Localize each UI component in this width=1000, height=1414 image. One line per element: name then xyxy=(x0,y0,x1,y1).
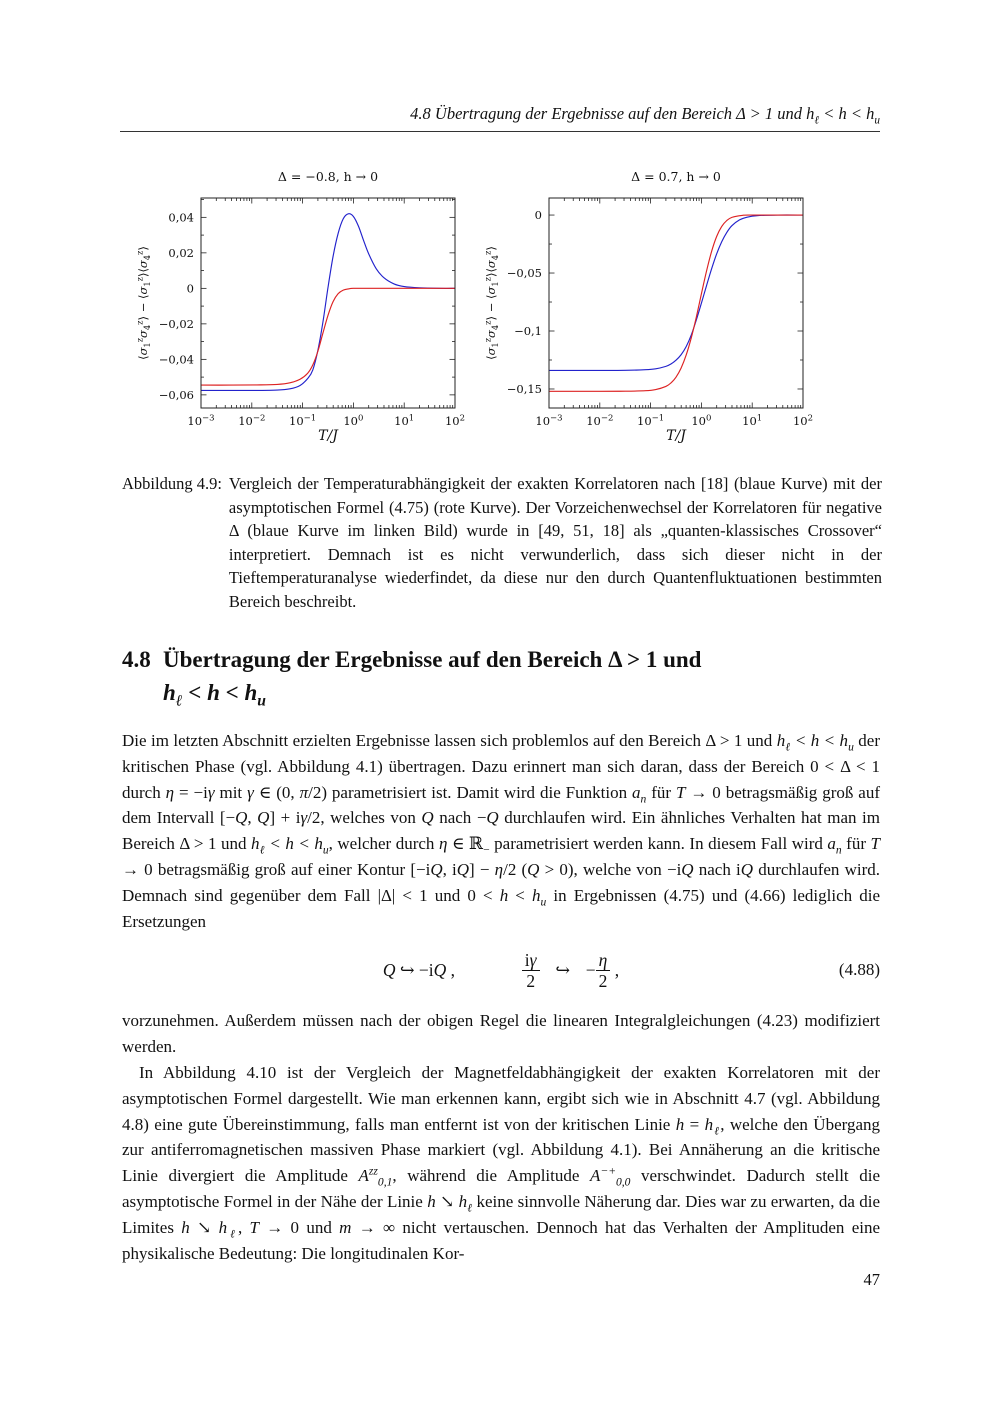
svg-text:10−2: $10^{-2}$ xyxy=(586,413,614,428)
svg-text:10−1: $10^{-1}$ xyxy=(637,413,665,428)
svg-text:−0,15: −0,15 xyxy=(506,381,542,396)
svg-text:T/J: T/J xyxy=(666,428,686,444)
section-heading-line1 xyxy=(122,643,880,676)
svg-text:−0,04: −0,04 xyxy=(158,352,194,367)
paragraph-2: vorzunehmen. Außerdem müssen nach der obigen Regel die linearen Integralgleichungen (4.23) modifiziert werden. xyxy=(122,1011,880,1057)
caption-text: Vergleich der Temperaturabhängigkeit der exakten Korrelatoren nach [18] (blaue Kurve) mit der asymptotischen Formel (4.75) (rote Kurve). Der Vorzeichenwechsel der Korrelatoren für negative Δ (blaue Kurve im linken Bild) wurde in [49, 51, 18] als „quanten-klassisches Crossover“ interpretiert. Demnach ist es nicht verwunderlich, dass sich dieser nicht in der Tieftemperaturanalyse wiederfindet, da diese nur den durch Quantenfluktuationen bestimmten Bereich beschreibt. xyxy=(228,474,882,611)
svg-text:102: $10^2$ xyxy=(792,413,814,428)
section-title-line1: Übertragung der Ergebnisse auf den Bereich Δ > 1 und xyxy=(163,647,702,672)
svg-text:10−3: $10^{-3}$ xyxy=(187,413,215,428)
temperature-plot-right xyxy=(477,160,821,452)
hookrightarrow: ↪ xyxy=(555,959,570,980)
svg-text:100: $10^0$ xyxy=(691,413,712,428)
equation-body xyxy=(383,950,619,991)
svg-text:102: $10^2$ xyxy=(444,413,466,428)
running-head: 4.8 Übertragung der Ergebnisse auf den Bereich Δ > 1 und $h_\ell < h < h_u$ xyxy=(410,104,880,127)
header-rule xyxy=(120,131,880,132)
trailing-comma: , xyxy=(614,959,620,980)
svg-text:101: $10^1$ xyxy=(742,413,763,428)
figure-caption xyxy=(122,472,882,613)
temperature-plot-left xyxy=(129,160,473,452)
svg-text:Δ = 0.7, h → 0: Δ = 0.7, h → 0 xyxy=(631,169,721,184)
svg-text:10−2: $10^{-2}$ xyxy=(238,413,266,428)
page-number: 47 xyxy=(863,1270,880,1289)
svg-text:10−1: $10^{-1}$ xyxy=(289,413,317,428)
svg-text:0: 0 xyxy=(534,208,542,223)
svg-text:−0,02: −0,02 xyxy=(158,316,194,331)
svg-text:−0,05: −0,05 xyxy=(506,266,542,281)
svg-text:Δ = −0.8, h → 0: Δ = −0.8, h → 0 xyxy=(277,169,379,184)
paragraph-3: In Abbildung 4.10 ist der Vergleich der Magnetfeldabhängigkeit der exakten Korrelatoren mit der asymptotischen Formel dargestellt. Wie man erkennen kann, ergibt sich wie in Abschnitt 4.7 (vgl. Abbildung 4.8) eine gute Übereinstimmung, falls man entfernt ist von der kritischen Linie $h = h_\ell$, welche den Übergang zur antiferromagnetischen massiven Phase markiert (vgl. Abbildung 4.1). Bei Annäherung an die kritische Linie divergiert die Amplitude $A^{zz}_{0,1}$, während die Amplitude $A^{-+}_{0,0}$ verschwindet. Dadurch stellt die asymptotische Formel in der Nähe der Linie h ↘ $h_\ell$ keine sinnvolle Näherung dar. Dies war zu erwarten, da die Limites h ↘ $h_\ell$, T → 0 und m → ∞ nicht vertauschen. Dennoch hat das Verhalten der Amplituden eine physikalische Bedeutung: Die longitudinalen Kor- xyxy=(122,1062,881,1263)
equation-number: (4.88) xyxy=(838,960,880,980)
svg-text:0: 0 xyxy=(186,281,194,296)
equation-4-88 xyxy=(122,944,880,996)
svg-text:−0,06: −0,06 xyxy=(158,387,194,402)
section-heading xyxy=(122,643,880,709)
section-number: 4.8 xyxy=(122,647,151,672)
equation-lhs: Q ↪ −iQ , xyxy=(382,959,456,980)
minus-sign: − xyxy=(585,959,596,980)
svg-text:⟨σ1zσ4z⟩ − ⟨σ1z⟩⟨σ4z⟩: $⟨\sigma_1^z\sigma_4^z⟩$ − $⟨\sigma_1^z⟩⟨\sigma_4^z⟩$ xyxy=(482,246,501,360)
body-text xyxy=(122,728,880,1266)
svg-text:−0,1: −0,1 xyxy=(514,324,542,339)
svg-text:⟨σ1zσ4z⟩ − ⟨σ1z⟩⟨σ4z⟩: $⟨\sigma_1^z\sigma_4^z⟩$ − $⟨\sigma_1^z⟩⟨\sigma_4^z⟩$ xyxy=(134,246,153,360)
fraction-igamma-2: $\frac{i\gamma}{2}$ xyxy=(522,950,540,991)
svg-text:T/J: T/J xyxy=(318,428,338,444)
svg-text:0,04: 0,04 xyxy=(168,210,194,225)
paragraph-1: Die im letzten Abschnitt erzielten Ergebnisse lassen sich problemlos auf den Bereich Δ > 1 und $h_\ell < h < h_u$ der kritischen Phase (vgl. Abbildung 4.1) übertragen. Dazu erinnert man sich daran, dass der Bereich 0 < Δ < 1 durch η = −iγ mit γ ∈ (0, π/2) parametrisiert ist. Damit wird die Funktion $a_n$ für T → 0 betragsmäßig groß auf dem Intervall [−Q, Q] + iγ/2, welches von Q nach −Q durchlaufen wird. Ein ähnliches Verhalten hat man im Bereich Δ > 1 und $h_\ell < h < h_u$, welcher durch η ∈ ℝ$_-$ parametrisiert werden kann. In diesem Fall wird $a_n$ für T → 0 betragsmäßig groß auf einer Kontur [−iQ, iQ] − η/2 (Q > 0), welche von −iQ nach iQ durchlaufen wird. Demnach sind gegenüber dem Fall |Δ| < 1 und $0 < h < h_u$ in Ergebnissen (4.75) und (4.66) lediglich die Ersetzungen xyxy=(122,731,881,931)
caption-label: Abbildung 4.9: xyxy=(122,474,222,493)
section-title-line2: $h_\ell < h < h_u$ xyxy=(163,680,266,710)
svg-text:101: $10^1$ xyxy=(394,413,415,428)
svg-text:10−3: $10^{-3}$ xyxy=(535,413,563,428)
fraction-eta-2: $\frac{\eta}{2}$ xyxy=(596,950,611,991)
svg-text:100: $10^0$ xyxy=(343,413,364,428)
svg-text:0,02: 0,02 xyxy=(168,245,194,260)
